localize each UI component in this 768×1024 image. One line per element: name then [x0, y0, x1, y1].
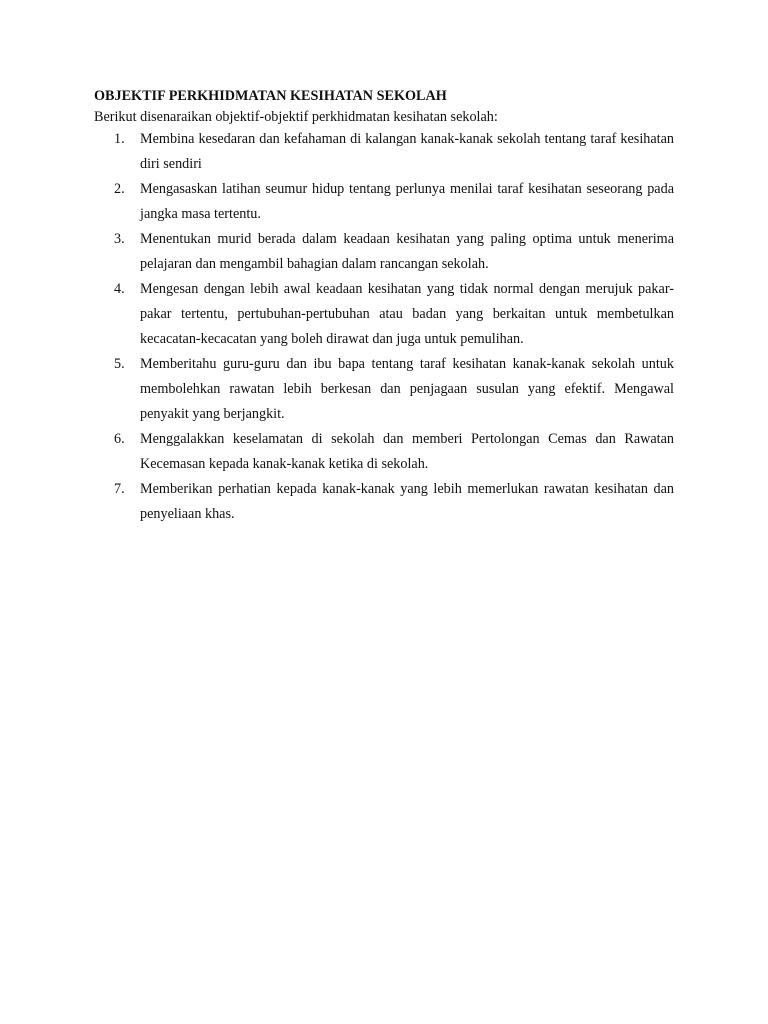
- list-item-text: Memberitahu guru-guru dan ibu bapa tentang taraf kesihatan kanak-kanak sekolah untuk membolehkan rawatan lebih berkesan dan penjagaan susulan yang efektif. Mengawal penyakit yang berjangkit.: [140, 356, 674, 422]
- list-item: [94, 127, 674, 177]
- list-item: [94, 227, 674, 277]
- document-title: OBJEKTIF PERKHIDMATAN KESIHATAN SEKOLAH: [94, 88, 447, 104]
- list-item: [94, 352, 674, 427]
- list-item-text: Memberikan perhatian kepada kanak-kanak yang lebih memerlukan rawatan kesihatan dan penyeliaan khas.: [140, 481, 674, 522]
- list-item: [94, 427, 674, 477]
- list-item-number: 6.: [114, 431, 125, 447]
- list-item-number: 1.: [114, 131, 125, 147]
- list-item-text: Mengasaskan latihan seumur hidup tentang perlunya menilai taraf kesihatan seseorang pada jangka masa tertentu.: [140, 181, 674, 222]
- list-item: [94, 477, 674, 527]
- list-item-number: 4.: [114, 281, 125, 297]
- list-item-number: 2.: [114, 181, 125, 197]
- list-item-text: Menggalakkan keselamatan di sekolah dan memberi Pertolongan Cemas dan Rawatan Kecemasan kepada kanak-kanak ketika di sekolah.: [140, 431, 674, 472]
- list-item: [94, 177, 674, 227]
- list-item-text: Menentukan murid berada dalam keadaan kesihatan yang paling optima untuk menerima pelajaran dan mengambil bahagian dalam rancangan sekolah.: [140, 231, 674, 272]
- list-item-text: Membina kesedaran dan kefahaman di kalangan kanak-kanak sekolah tentang taraf kesihatan diri sendiri: [140, 131, 674, 172]
- document-page: [94, 86, 674, 527]
- list-item-number: 7.: [114, 481, 125, 497]
- list-item-text: Mengesan dengan lebih awal keadaan kesihatan yang tidak normal dengan merujuk pakar-pakar tertentu, pertubuhan-pertubuhan atau badan yang berkaitan untuk membetulkan kecacatan-kecacatan yang boleh dirawat dan juga untuk pemulihan.: [140, 281, 674, 347]
- list-item-number: 5.: [114, 356, 125, 372]
- list-item: [94, 277, 674, 352]
- list-item-number: 3.: [114, 231, 125, 247]
- objectives-list: [94, 127, 674, 527]
- document-intro: Berikut disenaraikan objektif-objektif perkhidmatan kesihatan sekolah:: [94, 109, 498, 125]
